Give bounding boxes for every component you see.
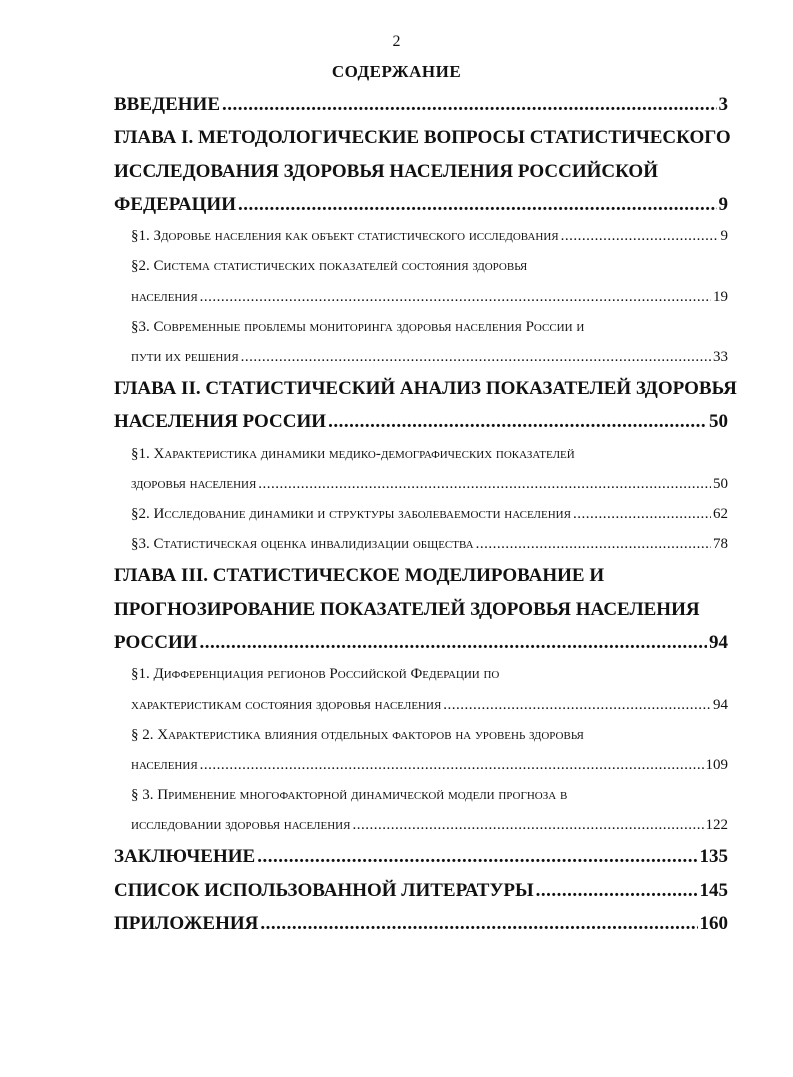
toc-section-1-3-line2: пути их решения ..... 33	[114, 342, 728, 372]
toc-chapter-1-line3: ФЕДЕРАЦИИ ..... 9	[114, 188, 728, 221]
page-ref: 50	[713, 475, 728, 492]
page-ref: 78	[713, 536, 728, 553]
toc-section-3-3-line1: § 3. Применение многофакторной динамической модели прогноза в	[131, 787, 568, 804]
page-ref: 109	[705, 756, 728, 773]
page-ref: 122	[705, 817, 728, 834]
toc-chapter-3-line3: РОССИИ ..... 94	[114, 626, 728, 659]
table-of-contents	[114, 88, 737, 940]
toc-chapter-3-line2: ПРОГНОЗИРОВАНИЕ ПОКАЗАТЕЛЕЙ ЗДОРОВЬЯ НАСЕЛЕНИЯ	[114, 598, 700, 620]
page-ref: 160	[699, 913, 728, 935]
toc-section-3-1-line2: характеристикам состояния здоровья населения ..... 94	[114, 690, 728, 720]
toc-chapter-2-line2: НАСЕЛЕНИЯ РОССИИ ..... 50	[114, 405, 728, 438]
toc-section-1-1: §1. Здоровье населения как объект статистического исследования ..... 9	[114, 221, 728, 251]
page-ref: 19	[713, 288, 728, 305]
page-number: 2	[392, 33, 401, 50]
page-ref: 135	[699, 846, 728, 868]
toc-section-3-3-line2: исследовании здоровья населения ..... 122	[114, 810, 728, 840]
page-ref: 9	[720, 228, 728, 245]
page-ref: 94	[709, 632, 728, 654]
toc-section-2-1-line2: здоровья населения ..... 50	[114, 469, 728, 499]
page-title: СОДЕРЖАНИЕ	[331, 62, 462, 81]
toc-section-3-2-line2: населения ..... 109	[114, 750, 728, 780]
page-ref: 62	[713, 506, 728, 523]
page-ref: 94	[713, 696, 728, 713]
page-ref: 3	[718, 94, 728, 115]
toc-entry-conclusion: ЗАКЛЮЧЕНИЕ ..... 135	[114, 840, 728, 873]
toc-section-3-1-line1: §1. Дифференциация регионов Российской Федерации по	[131, 666, 500, 683]
toc-section-2-2: §2. Исследование динамики и структуры заболеваемости населения ..... 62	[114, 499, 728, 529]
toc-section-2-3: §3. Статистическая оценка инвалидизации общества ..... 78	[114, 529, 728, 559]
toc-entry-intro: ВВЕДЕНИЕ ..... 3	[114, 88, 728, 121]
page-ref: 50	[709, 411, 728, 433]
toc-section-2-1-line1: §1. Характеристика динамики медико-демографических показателей	[131, 445, 575, 462]
toc-section-1-2-line2: населения ..... 19	[114, 282, 728, 312]
toc-entry-references: СПИСОК ИСПОЛЬЗОВАННОЙ ЛИТЕРАТУРЫ ..... 145	[114, 874, 728, 907]
page-ref: 145	[699, 879, 728, 901]
toc-section-1-2-line1: §2. Система статистических показателей состояния здоровья	[131, 258, 528, 275]
toc-entry-appendix: ПРИЛОЖЕНИЯ ..... 160	[114, 907, 728, 940]
toc-section-1-3-line1: §3. Современные проблемы мониторинга здоровья населения России и	[131, 318, 585, 335]
toc-chapter-2-line1: ГЛАВА II. СТАТИСТИЧЕСКИЙ АНАЛИЗ ПОКАЗАТЕЛЕЙ ЗДОРОВЬЯ	[114, 378, 737, 400]
page-ref: 33	[713, 348, 728, 365]
toc-chapter-1-line2: ИССЛЕДОВАНИЯ ЗДОРОВЬЯ НАСЕЛЕНИЯ РОССИЙСКОЙ	[114, 160, 658, 182]
toc-chapter-1-line1: ГЛАВА I. МЕТОДОЛОГИЧЕСКИЕ ВОПРОСЫ СТАТИСТИЧЕСКОГО	[114, 127, 731, 149]
toc-chapter-3-line1: ГЛАВА III. СТАТИСТИЧЕСКОЕ МОДЕЛИРОВАНИЕ И	[114, 565, 605, 587]
toc-section-3-2-line1: § 2. Характеристика влияния отдельных факторов на уровень здоровья	[131, 726, 584, 743]
page-ref: 9	[718, 193, 728, 215]
